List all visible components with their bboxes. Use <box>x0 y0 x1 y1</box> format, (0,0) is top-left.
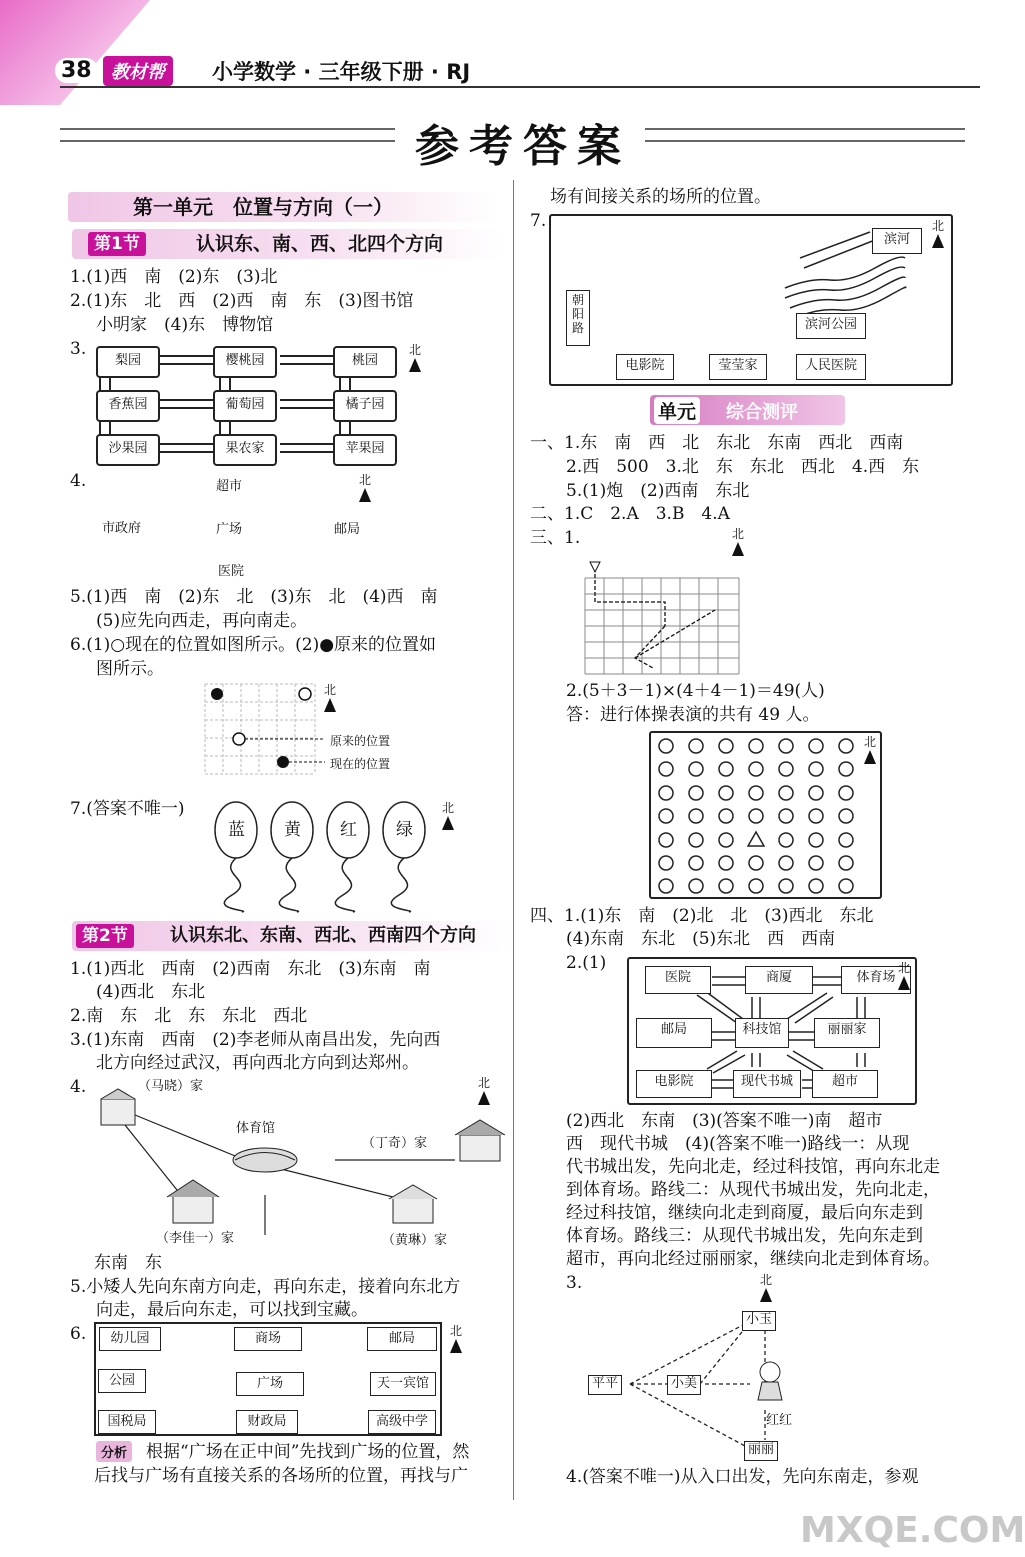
part1-line3: 5.(1)炮 (2)西南 东北 <box>566 481 750 501</box>
part2-line: 二、1.C 2.A 3.B 4.A <box>530 504 730 524</box>
north-arrow-icon: 北 <box>405 344 425 372</box>
map2-post-office: 邮局 <box>636 1018 712 1048</box>
r-q7-park-label: 滨河公园 <box>796 313 866 339</box>
part4-q3-label: 3. <box>566 1273 583 1293</box>
s2-q4-map <box>95 1085 495 1245</box>
part4-line1: 四、1.(1)东 南 (2)北 北 (3)西北 东北 <box>530 906 874 926</box>
s2-q3b: 北方向经过武汉，再向西北方向到达郑州。 <box>96 1053 419 1073</box>
q6-old-position-label: 原来的位置 <box>330 734 391 748</box>
section2-title: 认识东北、东南、西北、西南四个方向 <box>170 925 476 946</box>
part1-line2: 2.西 500 3.北 东 东北 西北 4.西 东 <box>566 457 920 477</box>
orchard-shaguo: 沙果园 <box>96 434 160 466</box>
north-arrow-icon: 北 <box>320 684 340 712</box>
r-q7-hospital-label: 人民医院 <box>796 354 866 380</box>
s1-q1: 1.(1)西 南 (2)东 (3)北 <box>70 267 278 287</box>
r-q7-label: 7. <box>530 211 547 231</box>
section1-title: 认识东、南、西、北四个方向 <box>196 233 444 255</box>
part3-answer: 答：进行体操表演的共有 49 人。 <box>566 705 820 725</box>
map2-hospital: 医院 <box>645 966 711 994</box>
title-line-left <box>60 128 395 142</box>
part1-line1: 一、1.东 南 西 北 东北 东南 西北 西南 <box>530 433 904 453</box>
map2-mall: 商厦 <box>745 966 813 994</box>
r-q7-river-label: 滨河 <box>872 228 922 254</box>
q6-kindergarten: 幼儿园 <box>99 1327 161 1351</box>
balloon-red: 红 <box>340 820 357 840</box>
orchard-orange: 橘子园 <box>333 390 397 422</box>
s1-q6a: 6.(1)○现在的位置如图所示。(2)●原来的位置如 <box>70 635 437 655</box>
book-title: 小学数学 · 三年级下册 · RJ <box>212 60 471 84</box>
q6-park: 公园 <box>98 1369 146 1393</box>
part3-q2: 2.(5＋3－1)×(4＋4－1)＝49(人) <box>566 681 825 701</box>
orchard-banana: 香蕉园 <box>96 390 160 422</box>
s1-q4-label: 4. <box>70 471 87 491</box>
section1-tag: 第1节 <box>88 232 146 256</box>
map3-honghong: 红红 <box>766 1413 793 1428</box>
formation-circles <box>656 736 876 896</box>
page-number: 38 <box>55 58 98 83</box>
unit-title: 第一单元 位置与方向（一） <box>133 195 393 219</box>
huanglin-home-label: （黄琳）家 <box>382 1233 448 1248</box>
north-arrow-icon: 北 <box>756 1274 776 1302</box>
part4-line5: 代书城出发，先向北走，经过科技馆，再向东北走 <box>566 1157 940 1177</box>
map2-supermarket: 超市 <box>812 1070 878 1098</box>
map3-xiaoyu: 小玉 <box>742 1311 776 1331</box>
s1-q7-balloons <box>212 800 452 910</box>
north-arrow-icon: 北 <box>928 220 948 248</box>
part4-line3: (2)西北 东南 (3)(答案不唯一)南 超市 <box>566 1111 883 1131</box>
map3-routes <box>600 1300 840 1460</box>
north-arrow-icon: 北 <box>894 962 914 990</box>
s1-q5b: (5)应先向西走，再向南走。 <box>96 611 308 631</box>
orchard-apple: 苹果园 <box>333 434 397 466</box>
unit-test-title: 综合测评 <box>726 402 798 423</box>
s2-q2: 2.南 东 北 东 东北 西北 <box>70 1006 308 1026</box>
orchard-farmer-home: 果农家 <box>213 434 277 466</box>
title-line-right <box>645 128 965 142</box>
part4-line9: 超市，再向北经过丽丽家，继续向北走到体育场。 <box>566 1249 940 1269</box>
q6-mall: 商场 <box>234 1327 302 1351</box>
map3-lili: 丽丽 <box>744 1441 778 1461</box>
page-title: 参考答案 <box>415 121 631 172</box>
part4-q2-label: 2.(1) <box>566 953 607 973</box>
q4-hospital: 医院 <box>218 564 245 579</box>
s1-q3-label: 3. <box>70 339 87 359</box>
right-continuation: 场有间接关系的场所的位置。 <box>550 187 771 207</box>
q6-current-position-label: 现在的位置 <box>330 757 391 771</box>
s1-q2a: 2.(1)东 北 西 (2)西 南 东 (3)图书馆 <box>70 291 414 311</box>
s2-q5a: 5.小矮人先向东南方向走，再向东走，接着向东北方 <box>70 1277 461 1297</box>
analysis-line2: 后找与广场有直接关系的各场所的位置，再找与广 <box>94 1466 468 1486</box>
maxiao-home-label: （马晓）家 <box>138 1079 204 1094</box>
part4-q4: 4.(答案不唯一)从入口出发，先向东南走，参观 <box>566 1467 919 1487</box>
analysis-tag: 分析 <box>96 1441 132 1462</box>
north-arrow-icon: 北 <box>728 528 748 556</box>
header-rule <box>60 86 980 88</box>
s1-q2b: 小明家 (4)东 博物馆 <box>96 315 274 335</box>
balloon-blue: 蓝 <box>228 820 245 840</box>
north-arrow-icon: 北 <box>438 802 458 830</box>
map3-xiaomei: 小美 <box>667 1375 701 1395</box>
north-arrow-icon: 北 <box>474 1077 494 1105</box>
q6-square: 广场 <box>236 1372 304 1396</box>
q4-supermarket: 超市 <box>216 479 243 494</box>
r-q7-road-label: 朝阳路 <box>566 290 590 346</box>
part4-line8: 体育场。路线三：从现代书城出发，先向东走到 <box>566 1226 923 1246</box>
section2-tag: 第2节 <box>76 924 134 948</box>
s1-q6b: 图所示。 <box>96 659 164 679</box>
q6-post-office: 邮局 <box>367 1327 437 1351</box>
r-q7-cinema-label: 电影院 <box>616 354 674 380</box>
map2-stadium: 体育场 <box>841 966 911 994</box>
column-divider <box>513 180 514 1500</box>
part3-path-grid <box>585 562 755 682</box>
q6-high-school: 高级中学 <box>368 1410 436 1434</box>
orchard-cherry: 樱桃园 <box>213 346 277 378</box>
q6-tax-bureau: 国税局 <box>98 1410 156 1434</box>
lijiayi-home-label: （李佳一）家 <box>156 1231 235 1246</box>
gym-label: 体育馆 <box>236 1121 276 1136</box>
map2-lili-home: 丽丽家 <box>814 1018 880 1048</box>
map2-tech-museum: 科技馆 <box>735 1018 789 1048</box>
watermark: MXQE.COM <box>800 1510 1025 1551</box>
north-arrow-icon: 北 <box>446 1325 466 1353</box>
unit-test-tag: 单元 <box>654 397 700 424</box>
s2-q1a: 1.(1)西北 西南 (2)西南 东北 (3)东南 南 <box>70 959 431 979</box>
part3-label: 三、1. <box>530 528 581 548</box>
analysis-line1: 根据“广场在正中间”先找到广场的位置，然 <box>146 1442 470 1462</box>
q4-government: 市政府 <box>102 521 142 536</box>
q4-post-office: 邮局 <box>334 522 361 537</box>
part4-line6: 到体育场。路线二：从现代书城出发，先向北走， <box>566 1180 940 1200</box>
s1-q7-label: 7.(答案不唯一) <box>70 799 185 819</box>
orchard-grape: 葡萄园 <box>213 390 277 422</box>
map3-pingping: 平平 <box>588 1375 622 1395</box>
map2-bookstore: 现代书城 <box>733 1070 801 1098</box>
q4-square: 广场 <box>216 522 243 537</box>
north-arrow-icon: 北 <box>355 474 375 502</box>
header-pink-corner <box>0 0 150 105</box>
s2-q3a: 3.(1)东南 西南 (2)李老师从南昌出发，先向西 <box>70 1030 441 1050</box>
r-q7-yingying-home-label: 莹莹家 <box>709 354 767 380</box>
s2-q5b: 向走，最后向东走，可以找到宝藏。 <box>96 1300 368 1320</box>
north-arrow-icon: 北 <box>860 736 880 764</box>
map2-cinema: 电影院 <box>636 1070 712 1098</box>
orchard-pear: 梨园 <box>96 346 160 378</box>
s2-q4-answer: 东南 东 <box>94 1253 162 1273</box>
part4-line2: (4)东南 东北 (5)东北 西 西南 <box>566 929 836 949</box>
balloon-yellow: 黄 <box>284 820 301 840</box>
s1-q5a: 5.(1)西 南 (2)东 北 (3)东 北 (4)西 南 <box>70 587 438 607</box>
q6-finance-bureau: 财政局 <box>236 1410 298 1434</box>
q6-hotel: 天一宾馆 <box>370 1372 436 1396</box>
s2-q4-label: 4. <box>70 1077 87 1097</box>
part4-line7: 经过科技馆，继续向北走到商厦，最后向东走到 <box>566 1203 923 1223</box>
balloon-green: 绿 <box>396 820 413 840</box>
s2-q1b: (4)西北 东北 <box>96 982 206 1002</box>
brand-badge: 教材帮 <box>103 56 173 86</box>
dingqi-home-label: （丁奇）家 <box>362 1136 428 1151</box>
part4-line4: 西 现代书城 (4)(答案不唯一)路线一：从现 <box>566 1134 910 1154</box>
s2-q6-label: 6. <box>70 1324 87 1344</box>
orchard-peach: 桃园 <box>333 346 397 378</box>
